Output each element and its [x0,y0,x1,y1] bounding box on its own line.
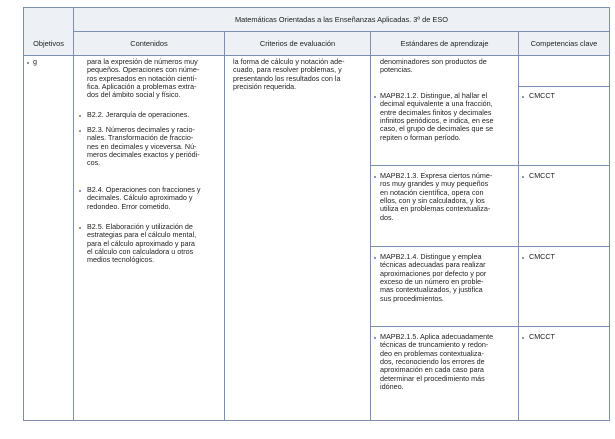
contenido-item-line: medios tecnológicos. [87,255,155,265]
bullet-icon [27,62,29,64]
contenido-item-line: B2.2. Jerarquía de operaciones. [87,110,190,119]
estandar-item-line: idóneo. [380,382,404,392]
table-title: Matemáticas Orientadas a las Enseñanzas Aplicadas. 3º de ESO [234,15,449,24]
estandar-item-line: MAPB2.1.3. Expresa ciertos núme- [380,171,493,180]
criterio-line: precisión requerida. [233,82,297,92]
header-competencias: Competencias clave [530,39,598,48]
contenido-item-line: nales. Transformación de fraccio- [87,133,194,143]
estandar-item-line: aproximación en cada caso para [380,365,484,375]
header-objetivos: Objetivos [33,39,64,48]
bullet-icon [374,96,376,98]
estandar-item [380,92,493,142]
col-divider-3 [370,31,371,421]
contenido-item-line: cos. [87,158,101,168]
table-border-left [23,7,24,421]
contenido-item-line: redondeo. Error cometido. [87,201,171,211]
contenido-intro-line: pequeños. Operaciones con núme- [87,65,200,75]
col-divider-4 [518,31,519,421]
criterio-line: cuado, para resolver problemas, y [233,65,342,75]
contenido-intro-line: para la expresión de números muy [87,57,198,66]
estandar-item-line: MAPB2.1.5. Aplica adecuadamente [380,332,494,341]
bullet-icon [79,130,81,132]
competencia-value: CMCCT [529,252,555,261]
header-contenidos: Contenidos [130,39,168,48]
contenido-item [87,186,200,211]
col-divider-2 [224,31,225,421]
estandar-item-line: decimal equivalente a una fracción, [380,99,493,109]
estandar-item-line: aproximaciones por defecto y por [380,268,487,278]
bullet-icon [79,190,81,192]
contenido-intro-line: dos del ámbito social y físico. [87,90,181,100]
contenido-intro-line: fica. Aplicación a problemas extra- [87,82,197,92]
competencia-value: CMCCT [529,171,555,180]
estandar-item-line: dos, reconociendo los errores de [380,357,485,367]
estandar-item [380,172,492,222]
estandar-item-line: utiliza en problemas contextualiza- [380,204,491,214]
contenido-item [87,223,196,265]
estandar-item-line: en notación científica, opera con [380,187,484,197]
estandar-item-line: ellos, con y sin calculadora, y los [380,196,485,206]
estandar-item [380,253,486,303]
bullet-icon [522,257,524,259]
contenido-intro [87,58,199,100]
criterios-cell [233,58,364,91]
estandar-item-line: determinar el procedimiento más [380,373,485,383]
contenido-item-line: B2.4. Operaciones con fracciones y [87,185,201,194]
bullet-icon [79,115,81,117]
contenido-item-line: meros decimales exactos y periódi- [87,150,200,160]
header-criterios: Criterios de evaluación [259,39,336,48]
contenido-item-line: B2.3. Números decimales y racio- [87,125,195,134]
estandar-row-divider-1 [370,165,610,166]
bullet-icon [522,337,524,339]
table-border-right [609,7,610,421]
header-estandares: Estándares de aprendizaje [400,39,489,48]
bullet-icon [79,227,81,229]
contenido-intro-line: ros expresados en notación cientí- [87,73,197,83]
contenido-item-line: B2.5. Elaboración y utilización de [87,222,193,231]
estandar-item-line: técnicas adecuadas para realizar [380,260,486,270]
contenido-item-line: el cálculo con calculadora u otros [87,247,194,257]
estandar-item-line: MAPB2.1.2. Distingue, al hallar el [380,91,488,100]
estandar-item-line: sus procedimientos. [380,293,444,303]
estandar-item-line: infinitos periódicos, e indica, en ese [380,116,494,126]
contenido-item-line: para el cálculo aproximado y para [87,238,195,248]
contenido-item [87,126,200,168]
competencias-row-divider [518,86,610,87]
contenido-item [87,111,189,119]
estandar-item-line: exceso de un número en proble- [380,277,484,287]
bullet-icon [522,96,524,98]
estandar-item-line: entre decimales finitos y decimales [380,107,492,117]
criterio-line: la forma de cálculo y notación ade- [233,57,345,66]
competencia-value: CMCCT [529,91,555,100]
bullet-icon [374,337,376,339]
estandar-row-divider-3 [370,326,610,327]
table-border-top [23,7,610,8]
estandar-intro-line: potencias. [380,65,413,75]
col-divider-1 [73,7,74,421]
estandar-row-divider-2 [370,246,610,247]
estandar-item-line: técnicas de truncamiento y redon- [380,340,489,350]
bullet-icon [374,176,376,178]
estandar-item-line: caso, el grupo de decimales que se [380,124,494,134]
estandar-item-line: dos. [380,212,394,222]
table-border-bottom [23,420,610,421]
contenido-item-line: nes en decimales y viceversa. Nú- [87,141,197,151]
estandar-item-line: deo en problemas contextualiza- [380,348,484,358]
estandar-item-line: mas contextualizados, y justifica [380,285,483,295]
bullet-icon [522,176,524,178]
estandar-item [380,333,493,391]
estandar-item-line: repiten o forman período. [380,132,461,142]
estandar-item-line: ros muy grandes y muy pequeños [380,179,489,189]
contenido-item-line: estrategias para el cálculo mental, [87,230,197,240]
bullet-icon [374,257,376,259]
objetivo-value: g [33,57,37,66]
estandar-intro-line: denominadores son productos de [380,57,487,66]
title-divider [73,31,610,32]
estandar-intro [380,58,514,75]
header-divider [23,55,610,56]
competencia-value: CMCCT [529,332,555,341]
contenido-item-line: decimales. Cálculo aproximado y [87,193,193,203]
estandar-item-line: MAPB2.1.4. Distingue y emplea [380,252,482,261]
criterio-line: presentando los resultados con la [233,73,341,83]
